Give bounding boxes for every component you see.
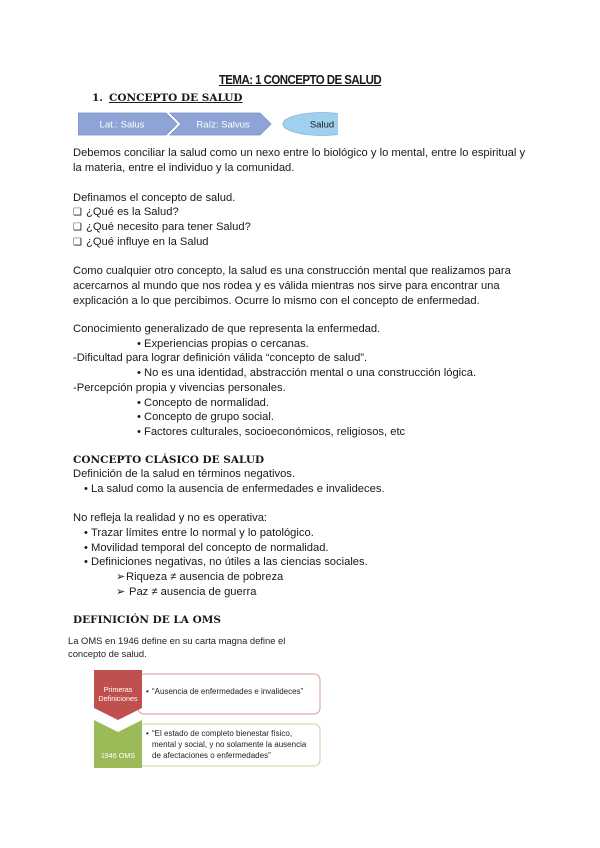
arrow-icon: ➢	[116, 586, 126, 598]
knowledge-intro: Conocimiento generalizado de que representa la enfermedad.	[73, 323, 381, 335]
sub-item: ➢Riqueza ≠ ausencia de pobreza	[116, 571, 284, 583]
paragraph-line: explicación a lo que percibimos. Ocurre lo mismo con el concepto de enfermedad.	[73, 295, 480, 307]
paragraph-line: Debemos conciliar la salud como un nexo entre lo biológico y lo mental, entre lo espiritual y	[73, 147, 526, 159]
bullet-icon: •	[137, 426, 141, 438]
row2-definition-line: “El estado de completo bienestar físico,	[152, 729, 293, 738]
row2-definition-line: mental y social, y no solamente la ausencia	[152, 740, 307, 749]
section-number: 1.	[92, 92, 103, 104]
row2-bullet-icon: •	[146, 729, 149, 738]
difficulty-line: -Dificultad para lograr definición válida “concepto de salud”.	[73, 352, 368, 364]
question-item: ❑ ¿Qué necesito para tener Salud?	[73, 221, 251, 233]
oms-definition-diagram	[60, 630, 330, 770]
row1-label: Definiciones	[98, 694, 138, 703]
bullet-item: • Movilidad temporal del concepto de normalidad.	[84, 542, 329, 554]
checkbox-icon: ❑	[73, 222, 82, 233]
section-heading-concepto-salud	[92, 92, 243, 104]
etymology-flow-diagram	[78, 110, 338, 138]
row1-bullet-icon: •	[146, 687, 149, 696]
bullet-item: • Concepto de grupo social.	[137, 411, 274, 423]
bullet-item: • Experiencias propias o cercanas.	[137, 338, 309, 350]
arrow-icon: ➢	[116, 571, 126, 583]
row1-label: Primeras	[103, 685, 133, 694]
bullet-item: • La salud como la ausencia de enfermedades e invalideces.	[84, 483, 385, 495]
oms-intro-line: La OMS en 1946 define en su carta magna define el	[68, 635, 286, 646]
question-item: ❑ ¿Qué influye en la Salud	[73, 236, 209, 248]
bullet-item: • No es una identidad, abstracción mental o una construcción lógica.	[137, 367, 477, 379]
bullet-item: • Factores culturales, socioeconómicos, religiosos, etc	[137, 426, 406, 438]
row2-chevron	[94, 720, 142, 768]
question-item: ❑ ¿Qué es la Salud?	[73, 206, 179, 218]
bullet-icon: •	[137, 411, 141, 423]
bullet-icon: •	[137, 338, 141, 350]
section-heading-oms: DEFINICIÓN DE LA OMS	[73, 614, 221, 626]
perception-line: -Percepción propia y vivencias personales.	[73, 382, 286, 394]
bullet-item: • Definiciones negativas, no útiles a las ciencias sociales.	[84, 556, 368, 568]
page-title: TEMA: 1 CONCEPTO DE SALUD	[218, 73, 382, 87]
bullet-icon: •	[84, 483, 88, 495]
paragraph-line: la materia, entre el individuo y la comunidad.	[73, 162, 295, 174]
paragraph-line: acercarnos al mundo que nos rodea y es válida mientras nos sirve para encontrar una	[73, 280, 500, 292]
bullet-icon: •	[137, 367, 141, 379]
bullet-item: • Concepto de normalidad.	[137, 397, 270, 409]
section-heading-text: CONCEPTO DE SALUD	[109, 92, 243, 104]
row2-definition-line: de afectaciones o enfermedades”	[152, 751, 271, 760]
flow-step-1-label: Lat.: Salus	[99, 119, 145, 131]
sub-item: ➢ Paz ≠ ausencia de guerra	[116, 586, 257, 598]
oms-intro-line: concepto de salud.	[68, 648, 147, 659]
row2-label: 1946 OMS	[100, 751, 136, 760]
checkbox-icon: ❑	[73, 207, 82, 218]
paragraph-line: Como cualquier otro concepto, la salud es una construcción mental que realizamos para	[73, 265, 511, 277]
no-refleja-line: No refleja la realidad y no es operativa:	[73, 512, 268, 524]
row1-definition: “Ausencia de enfermedades e invalideces”	[152, 687, 304, 696]
bullet-icon: •	[84, 556, 88, 568]
flow-result-label: Salud	[309, 119, 335, 131]
section-heading-concepto-clasico: CONCEPTO CLÁSICO DE SALUD	[73, 454, 265, 466]
bullet-icon: •	[84, 542, 88, 554]
flow-step-2-label: Raíz: Salvus	[196, 119, 250, 131]
bullet-icon: •	[137, 397, 141, 409]
bullet-icon: •	[84, 527, 88, 539]
classic-definition: Definición de la salud en términos negativos.	[73, 468, 296, 480]
bullet-item: • Trazar límites entre lo normal y lo patológico.	[84, 527, 314, 539]
define-intro: Definamos el concepto de salud.	[73, 192, 236, 204]
checkbox-icon: ❑	[73, 237, 82, 248]
